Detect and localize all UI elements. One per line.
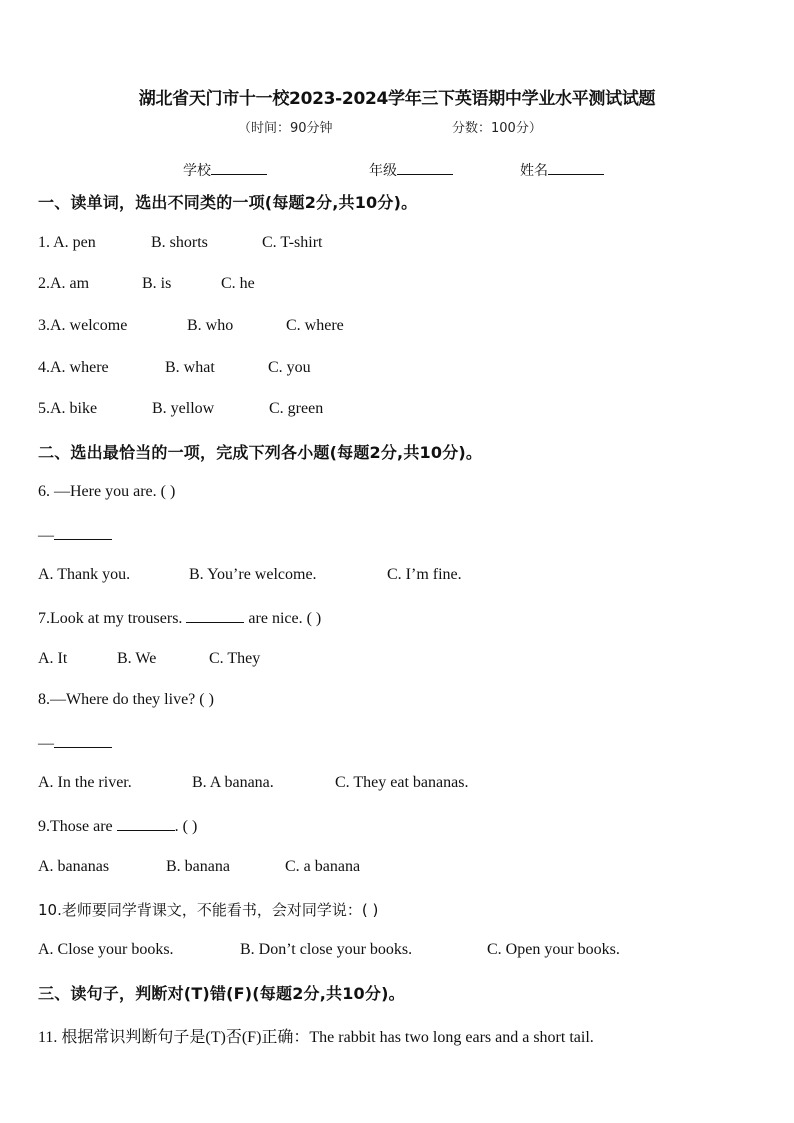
q4-option-c: C. you [268, 359, 311, 376]
q11-stem: 11. 根据常识判断句子是(T)否(F)正确：The rabbit has two long ears and a short tail. [38, 1029, 594, 1046]
q8-answer-line [38, 733, 112, 753]
q1-option-c: C. T-shirt [262, 234, 323, 251]
q5-option-c: C. green [269, 400, 324, 417]
q4-option-b: B. what [165, 359, 215, 376]
q6-answer-line [38, 525, 112, 545]
name-blank[interactable] [548, 160, 604, 175]
q6-option-c: C. I’m fine. [387, 566, 462, 583]
q1-option-a: 1. A. pen [38, 234, 96, 251]
q8-option-a: A. In the river. [38, 774, 132, 791]
section-3-heading: 三、读句子，判断对(T)错(F)(每题2分,共10分)。 [38, 984, 405, 1003]
q7-blank[interactable] [186, 608, 244, 623]
q6-option-b: B. You’re welcome. [189, 566, 317, 583]
section-1-heading: 一、读单词，选出不同类的一项(每题2分,共10分)。 [38, 193, 418, 212]
q8-option-b: B. A banana. [192, 774, 274, 791]
q6-stem: 6. —Here you are. ( ) [38, 483, 176, 500]
q9-stem-start: 9.Those are [38, 818, 117, 835]
q2-option-b: B. is [142, 275, 172, 292]
q6-blank[interactable] [54, 525, 112, 540]
q10-option-b: B. Don’t close your books. [240, 941, 413, 958]
grade-label: 年级 [369, 163, 397, 179]
q5-option-a: 5.A. bike [38, 400, 98, 417]
name-field [520, 160, 604, 180]
q10-option-c: C. Open your books. [487, 941, 620, 958]
page-title: 湖北省天门市十一校2023-2024学年三下英语期中学业水平测试试题 [138, 89, 656, 109]
q9-option-a: A. bananas [38, 858, 110, 875]
q7-stem-end: are nice. ( ) [244, 610, 322, 627]
q7-stem-start: 7.Look at my trousers. [38, 610, 187, 627]
q3-option-b: B. who [187, 317, 234, 334]
school-blank[interactable] [211, 160, 267, 175]
q8-stem: 8.—Where do they live? ( ) [38, 691, 214, 708]
q3-option-c: C. where [286, 317, 344, 334]
q7-option-b: B. We [117, 650, 157, 667]
grade-field [369, 160, 453, 180]
q9-option-b: B. banana [166, 858, 230, 875]
q4-option-a: 4.A. where [38, 359, 109, 376]
q2-option-c: C. he [221, 275, 255, 292]
grade-blank[interactable] [397, 160, 453, 175]
q5-option-b: B. yellow [152, 400, 215, 417]
q3-option-a: 3.A. welcome [38, 317, 128, 334]
q9-blank[interactable] [117, 816, 175, 831]
total-score: 分数：100分） [452, 121, 542, 136]
name-label: 姓名 [520, 163, 548, 179]
school-field [183, 160, 267, 180]
q9-stem [38, 816, 197, 836]
q7-option-a: A. It [38, 650, 68, 667]
q1-option-b: B. shorts [151, 234, 208, 251]
q2-option-a: 2.A. am [38, 275, 90, 292]
q9-option-c: C. a banana [285, 858, 361, 875]
q8-blank[interactable] [54, 733, 112, 748]
q6-dash: — [38, 527, 54, 544]
q8-dash: — [38, 735, 54, 752]
q9-stem-end: . ( ) [174, 818, 198, 835]
q10-stem: 10.老师要同学背课文，不能看书，会对同学说：( ) [38, 901, 379, 919]
q7-stem [38, 608, 321, 628]
section-2-heading: 二、选出最恰当的一项，完成下列各小题(每题2分,共10分)。 [38, 443, 483, 462]
q10-option-a: A. Close your books. [38, 941, 174, 958]
q6-option-a: A. Thank you. [38, 566, 131, 583]
q7-option-c: C. They [209, 650, 261, 667]
q8-option-c: C. They eat bananas. [335, 774, 469, 791]
school-label: 学校 [183, 163, 211, 179]
time-limit: （时间：90分钟 [238, 121, 333, 136]
